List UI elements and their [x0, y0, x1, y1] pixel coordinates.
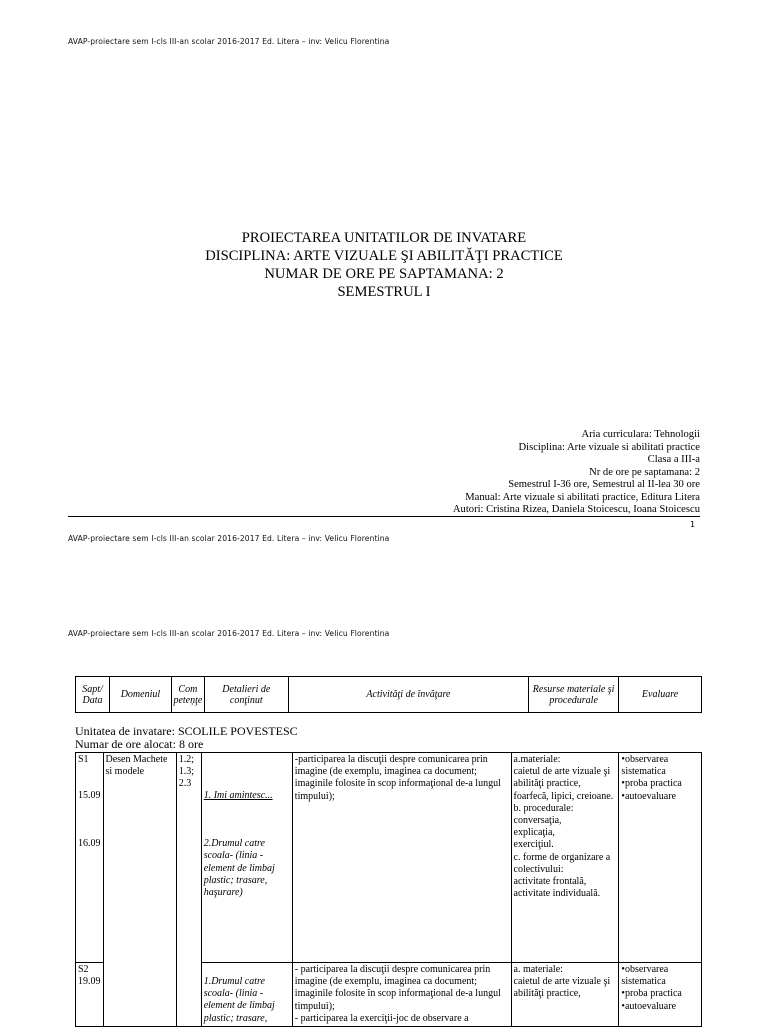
info-line: Autori: Cristina Rizea, Daniela Stoicescu, Ioana Stoicescu — [452, 504, 700, 515]
header-resources: Resurse materiale şi procedurale — [529, 677, 619, 713]
unit-hours: Numar de ore alocat: 8 ore — [75, 737, 204, 751]
course-info — [453, 429, 700, 517]
info-line: Disciplina: Arte vizuale si abilitati practice — [518, 441, 700, 453]
planning-table — [75, 752, 702, 1027]
activities-cell: -participarea la discuţii despre comunicarea prin imagine (de exemplu, imaginea ca document; imaginile folosite în scop informaţional de-a lungul timpului); — [292, 753, 511, 963]
title-line: NUMAR DE ORE PE SAPTAMANA: 2 — [264, 266, 504, 282]
week-cell — [76, 753, 104, 963]
running-header: AVAP-proiectare sem I-cls III-an scolar 2016-2017 Ed. Litera – inv: Velicu Florentina — [68, 534, 390, 543]
competences-cell: 1.2; 1.3; 2.3 — [176, 753, 201, 1027]
info-line: Semestrul I-36 ore, Semestrul al II-lea 30 ore — [508, 479, 700, 490]
document-title — [0, 229, 768, 301]
activities-cell: - participarea la discuţii despre comunicarea prin imagine (de exemplu, imaginea ca document; imaginile folosite în scop informaţional de-a lungul timpului); - participarea la exerciţii-joc de observare a — [292, 963, 511, 1027]
running-header: AVAP-proiectare sem I-cls III-an scolar 2016-2017 Ed. Litera – inv: Velicu Florentina — [68, 37, 390, 46]
planning-table-header — [75, 676, 702, 713]
page-number: 1 — [690, 520, 696, 529]
evaluation-list — [621, 964, 699, 1013]
lesson-title: 1. Imi amintesc... — [203, 790, 273, 801]
page-divider — [68, 516, 700, 517]
info-line: Clasa a III-a — [647, 454, 700, 465]
evaluation-item: • observarea sistematica — [621, 754, 699, 778]
resources-cell: a. materiale: caietul de arte vizuale şi abilităţi practice, — [511, 963, 619, 1027]
week-label: S2 — [78, 964, 89, 975]
info-line: Nr de ore pe saptamana: 2 — [589, 466, 700, 478]
header-domain: Domeniul — [109, 677, 171, 713]
info-line: Aria curriculara: Tehnologii — [581, 429, 700, 440]
evaluation-list — [621, 754, 699, 803]
running-header: AVAP-proiectare sem I-cls III-an scolar 2016-2017 Ed. Litera – inv: Velicu Florentina — [68, 629, 390, 638]
evaluation-cell — [619, 753, 702, 963]
date-label: 15.09 — [78, 790, 101, 802]
evaluation-item: • proba practica — [621, 778, 699, 790]
week-label: S1 — [78, 754, 89, 765]
header-competences: Com peteņţe — [171, 677, 204, 713]
date-label: 19.09 — [78, 976, 101, 988]
header-learning-activities: Activităţi de învăţare — [288, 677, 528, 713]
lesson-title: 1.Drumul catre scoala- (linia - element de limbaj plastic; trasare, — [203, 976, 275, 1024]
evaluation-item: • autoevaluare — [621, 791, 699, 803]
evaluation-item: • observarea sistematica — [621, 964, 699, 988]
header-week-date: Sapt/ Data — [76, 677, 110, 713]
header-evaluation: Evaluare — [619, 677, 702, 713]
title-line: PROIECTAREA UNITATILOR DE INVATARE — [241, 230, 527, 246]
evaluation-item: • proba practica — [621, 988, 699, 1000]
lesson-title: 2.Drumul catre scoala- (linia - element de limbaj plastic; trasare, haşurare) — [203, 838, 275, 899]
details-cell — [201, 753, 292, 963]
date-label: 16.09 — [78, 838, 101, 850]
evaluation-item: • autoevaluare — [621, 1001, 699, 1013]
table-row — [76, 753, 702, 963]
info-line: Manual: Arte vizuale si abilitati practice, Editura Litera — [465, 491, 700, 503]
evaluation-cell — [619, 963, 702, 1027]
title-line: SEMESTRUL I — [337, 284, 431, 300]
unit-title: Unitatea de invatare: SCOLILE POVESTESC — [75, 724, 298, 738]
details-cell — [201, 963, 292, 1027]
week-cell — [76, 963, 104, 1027]
domain-cell: Desen Machete si modele — [103, 753, 176, 1027]
unit-heading — [75, 725, 298, 751]
resources-cell: a.materiale: caietul de arte vizuale şi abilităţi practice, foarfecă, lipici, creioane. b. procedurale: conversaţia, explicaţia, exerciţiul. c. forme de organizare a colectivului: activitate frontală, activitate individuală. — [511, 753, 619, 963]
header-content-details: Detalieri de conţinut — [204, 677, 288, 713]
title-line: DISCIPLINA: ARTE VIZUALE ŞI ABILITĂŢI PRACTICE — [205, 248, 563, 264]
